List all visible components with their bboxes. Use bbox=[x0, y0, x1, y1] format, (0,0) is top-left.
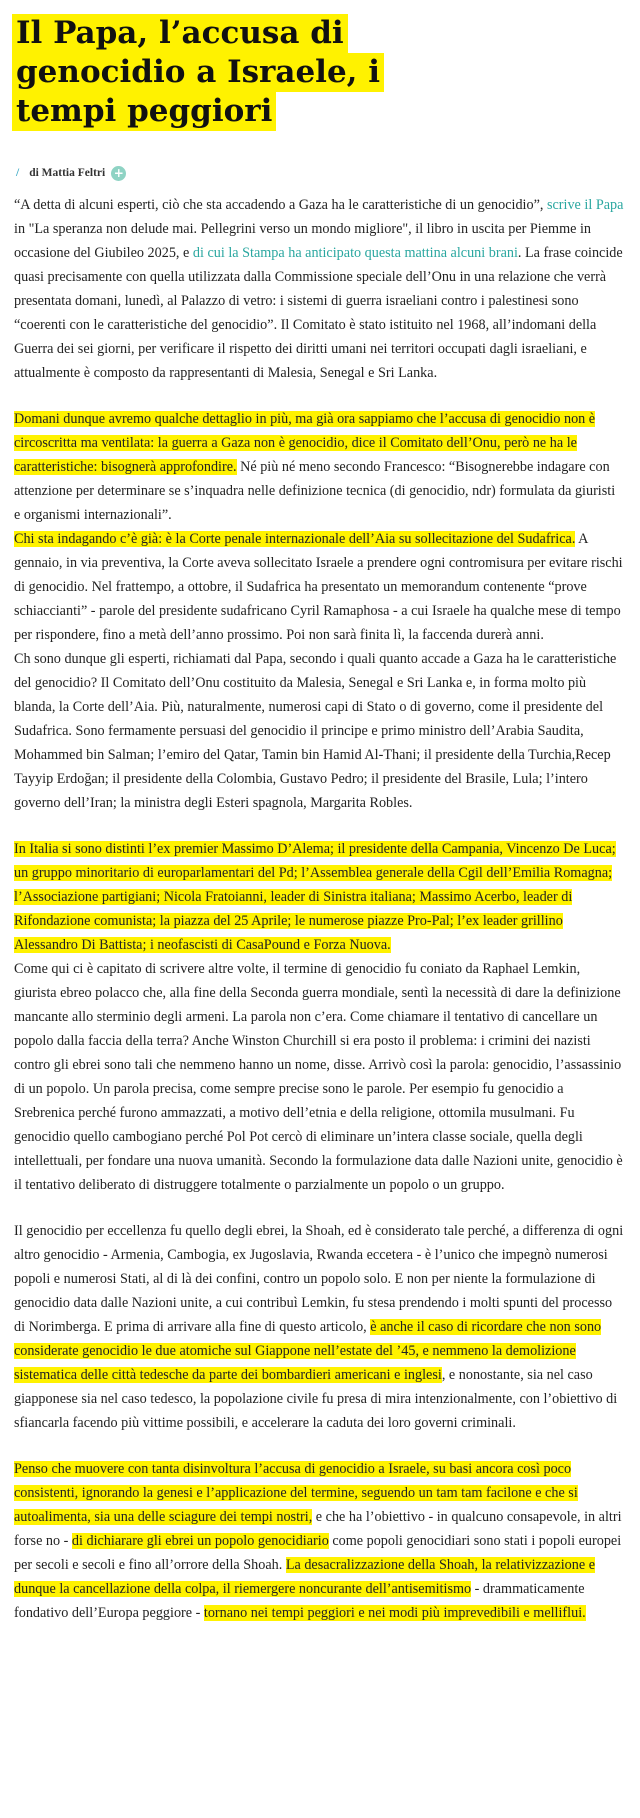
highlight-text: tornano nei tempi peggiori e nei modi più imprevedibili e melliflui. bbox=[203, 1605, 586, 1621]
link-anticipazione-stampa[interactable]: di cui la Stampa ha anticipato questa mattina alcuni brani bbox=[192, 245, 518, 261]
paragraph-4: Ch sono dunque gli esperti, richiamati dal Papa, secondo i quali quanto accade a Gaza ha le caratteristiche del genocidio? Il Comitato dell’Onu costituito da Malesia, Senegal e Sri Lanka e, in forma molto più blanda, la Corte dell’Aia. Più, naturalmente, numerosi capi di Stato o di governo, come il presidente del Sudafrica. Sono fermamente persuasi del genocidio il principe e primo ministro dell’Arabia Saudita, Mohammed bin Salman; l’emiro del Qatar, Tamin bin Hamid Al-Thani; il presidente della Turchia,Recep Tayyip Erdoğan; il presidente della Colombia, Gustavo Pedro; il presidente del Brasile, Lula; l’intero governo dell’Iran; la ministra degli Esteri spagnola, Margarita Robles. bbox=[14, 651, 617, 811]
paragraph-2 bbox=[14, 407, 624, 527]
paragraph-3 bbox=[14, 527, 624, 647]
author-name[interactable]: di Mattia Feltri bbox=[29, 167, 106, 179]
p3-text: A gennaio, in via preventiva, la Corte aveva sollecitato Israele a prendere ogni contromisura per evitare rischi di genocidio. Nel frattempo, a ottobre, il Sudafrica ha presentato un memorandum contenente “prove schiaccianti” - parole del presidente sudafricano Cyril Ramaphosa - a cui Israele ha qualche mese di tempo per rispondere, fino a metà dell’anno prossimo. Poi non sarà finita lì, la faccenda durerà anni. bbox=[14, 531, 623, 643]
article-body bbox=[14, 193, 624, 1625]
p1-text-2: in "La speranza non delude mai. Pellegrini verso un mondo migliore", il libro in uscita per Piemme in occasione del Giubileo 2025, e bbox=[14, 221, 591, 261]
paragraph-5 bbox=[14, 837, 624, 957]
p7-text-2: , e nonostante, sia nel caso giapponese sia nel caso tedesco, la popolazione civile fu presa di mira intenzionalmente, con l’obiettivo di sfiancarla facendo più vittime possibili, e accelerare la caduta dei loro governi criminali. bbox=[14, 1367, 618, 1431]
paragraph-1 bbox=[14, 193, 624, 385]
p1-text-3: . La frase coincide quasi precisamente con quella utilizzata dalla Commissione speciale dell’Onu in una relazione che verrà presentata domani, lunedì, al Palazzo di vetro: i sistemi di guerra israeliani contro i palestinesi sono “coerenti con le caratteristiche del genocidio”. Il Comitato è stato istituito nel 1968, all’indomani della Guerra dei sei giorni, per verificare il rispetto dei diritti umani nei territori occupati dagli israeliani, e attualmente è composto da rappresentanti di Malesia, Senegal e Sri Lanka. bbox=[14, 245, 623, 381]
paragraph-7 bbox=[14, 1219, 624, 1435]
highlight-text: Chi sta indagando c’è già: è la Corte penale internazionale dell’Aia su sollecitazione del Sudafrica. bbox=[14, 531, 576, 547]
highlight-text: di dichiarare gli ebrei un popolo genocidiario bbox=[71, 1533, 329, 1549]
paragraph-gap bbox=[14, 1435, 624, 1457]
link-scrive-il-papa[interactable]: scrive il Papa bbox=[546, 197, 624, 213]
p8-text-3: - drammaticamente fondativo dell’Europa peggiore - bbox=[14, 1581, 585, 1621]
p1-text-1: “A detta di alcuni esperti, ciò che sta accadendo a Gaza ha le caratteristiche di un genocidio”, bbox=[14, 197, 547, 213]
highlight-text: In Italia si sono distinti l’ex premier Massimo D’Alema; il presidente della Campania, Vincenzo De Luca; un gruppo minoritario di europarlamentari del Pd; l’Assemblea generale della Cgil dell’Emilia Romagna; l’Associazione partigiani; Nicola Fratoianni, leader di Sinistra italiana; Massimo Acerbo, leader di Rifondazione comunista; la piazza del 25 Aprile; le numerose piazze Pro-Pal; l’ex leader grillino Alessandro Di Battista; i neofascisti di CasaPound e Forza Nuova. bbox=[14, 841, 616, 953]
plus-circle-icon[interactable]: + bbox=[111, 166, 126, 181]
p7-text-1: Il genocidio per eccellenza fu quello degli ebrei, la Shoah, ed è considerato tale perché, a differenza di ogni altro genocidio - Armenia, Cambogia, ex Jugoslavia, Rwanda eccetera - è l’unico che impegnò numerosi popoli e numerosi Stati, al di là dei confini, contro un popolo solo. E non per niente la formulazione di genocidio data dalle Nazioni unite, a cui contribuì Lemkin, fu stesa prendendo i molti spunti del processo di Norimberga. E prima di arrivare alla fine di questo articolo, bbox=[14, 1223, 624, 1335]
paragraph-8 bbox=[14, 1457, 624, 1625]
p8-text-2: come popoli genocidiari sono stati i popoli europei per secoli e secoli e fino all’orrore della Shoah. bbox=[14, 1533, 622, 1573]
highlight-text: è anche il caso di ricordare che non sono considerate genocidio le due atomiche sul Giappone nell’estate del ’45, e nemmeno la demolizione sistematica delle città tedesche da parte dei bombardieri americani e inglesi bbox=[14, 1319, 602, 1383]
title-line-2: genocidio a Israele, i bbox=[12, 53, 384, 92]
article-title bbox=[12, 14, 612, 131]
title-line-1: Il Papa, l’accusa di bbox=[12, 14, 348, 53]
byline-slash: / bbox=[16, 167, 20, 179]
byline bbox=[16, 163, 126, 183]
paragraph-gap bbox=[14, 815, 624, 837]
highlight-text: Penso che muovere con tanta disinvoltura l’accusa di genocidio a Israele, su basi ancora così poco consistenti, ignorando la genesi e l’applicazione del termine, seguendo un tam tam facilone e che si autoalimenta, sia una delle sciagure dei tempi nostri, bbox=[14, 1461, 578, 1525]
highlight-text: Domani dunque avremo qualche dettaglio in più, ma già ora sappiamo che l’accusa di genocidio non è circoscritta ma ventilata: la guerra a Gaza non è genocidio, dice il Comitato dell’Onu, però ne ha le caratteristiche: bisognerà approfondire. bbox=[14, 411, 596, 475]
paragraph-gap bbox=[14, 385, 624, 407]
highlight-text: La desacralizzazione della Shoah, la relativizzazione e dunque la cancellazione della colpa, il riemergere noncurante dell’antisemitismo bbox=[14, 1557, 596, 1597]
paragraph-6: Come qui ci è capitato di scrivere altre volte, il termine di genocidio fu coniato da Raphael Lemkin, giurista ebreo polacco che, alla fine della Seconda guerra mondiale, sentì la necessità di dare la definizione mancante allo sterminio degli armeni. La parola non c’era. Come chiamare il tentativo di cancellare un popolo dalla faccia della terra? Anche Winston Churchill si era posto il problema: i crimini dei nazisti contro gli ebrei sono tali che nemmeno hanno un nome, disse. Arrivò così la parola: genocidio, l’assassinio di un popolo. Un parola precisa, come sempre precise sono le parole. Per esempio fu genocidio a Srebrenica perché furono ammazzati, a motivo dell’etnia e della religione, ottomila musulmani. Fu genocidio quello cambogiano perché Pol Pot cercò di eliminare un’intera classe sociale, quella degli intellettuali, per fondare una nuova umanità. Secondo la formulazione data dalle Nazioni unite, genocidio è il tentativo deliberato di distruggere totalmente o parzialmente un popolo o un gruppo. bbox=[14, 961, 623, 1193]
paragraph-gap bbox=[14, 1197, 624, 1219]
p8-text-1: e che ha l’obiettivo - in qualcuno consapevole, in altri forse no - bbox=[14, 1509, 622, 1549]
p2-text: Né più né meno secondo Francesco: “Bisognerebbe indagare con attenzione per determinare se s’inquadra nelle definizione tecnica (di genocidio, ndr) formulata da giuristi e organismi internazionali”. bbox=[14, 459, 616, 523]
title-line-3: tempi peggiori bbox=[12, 92, 276, 131]
